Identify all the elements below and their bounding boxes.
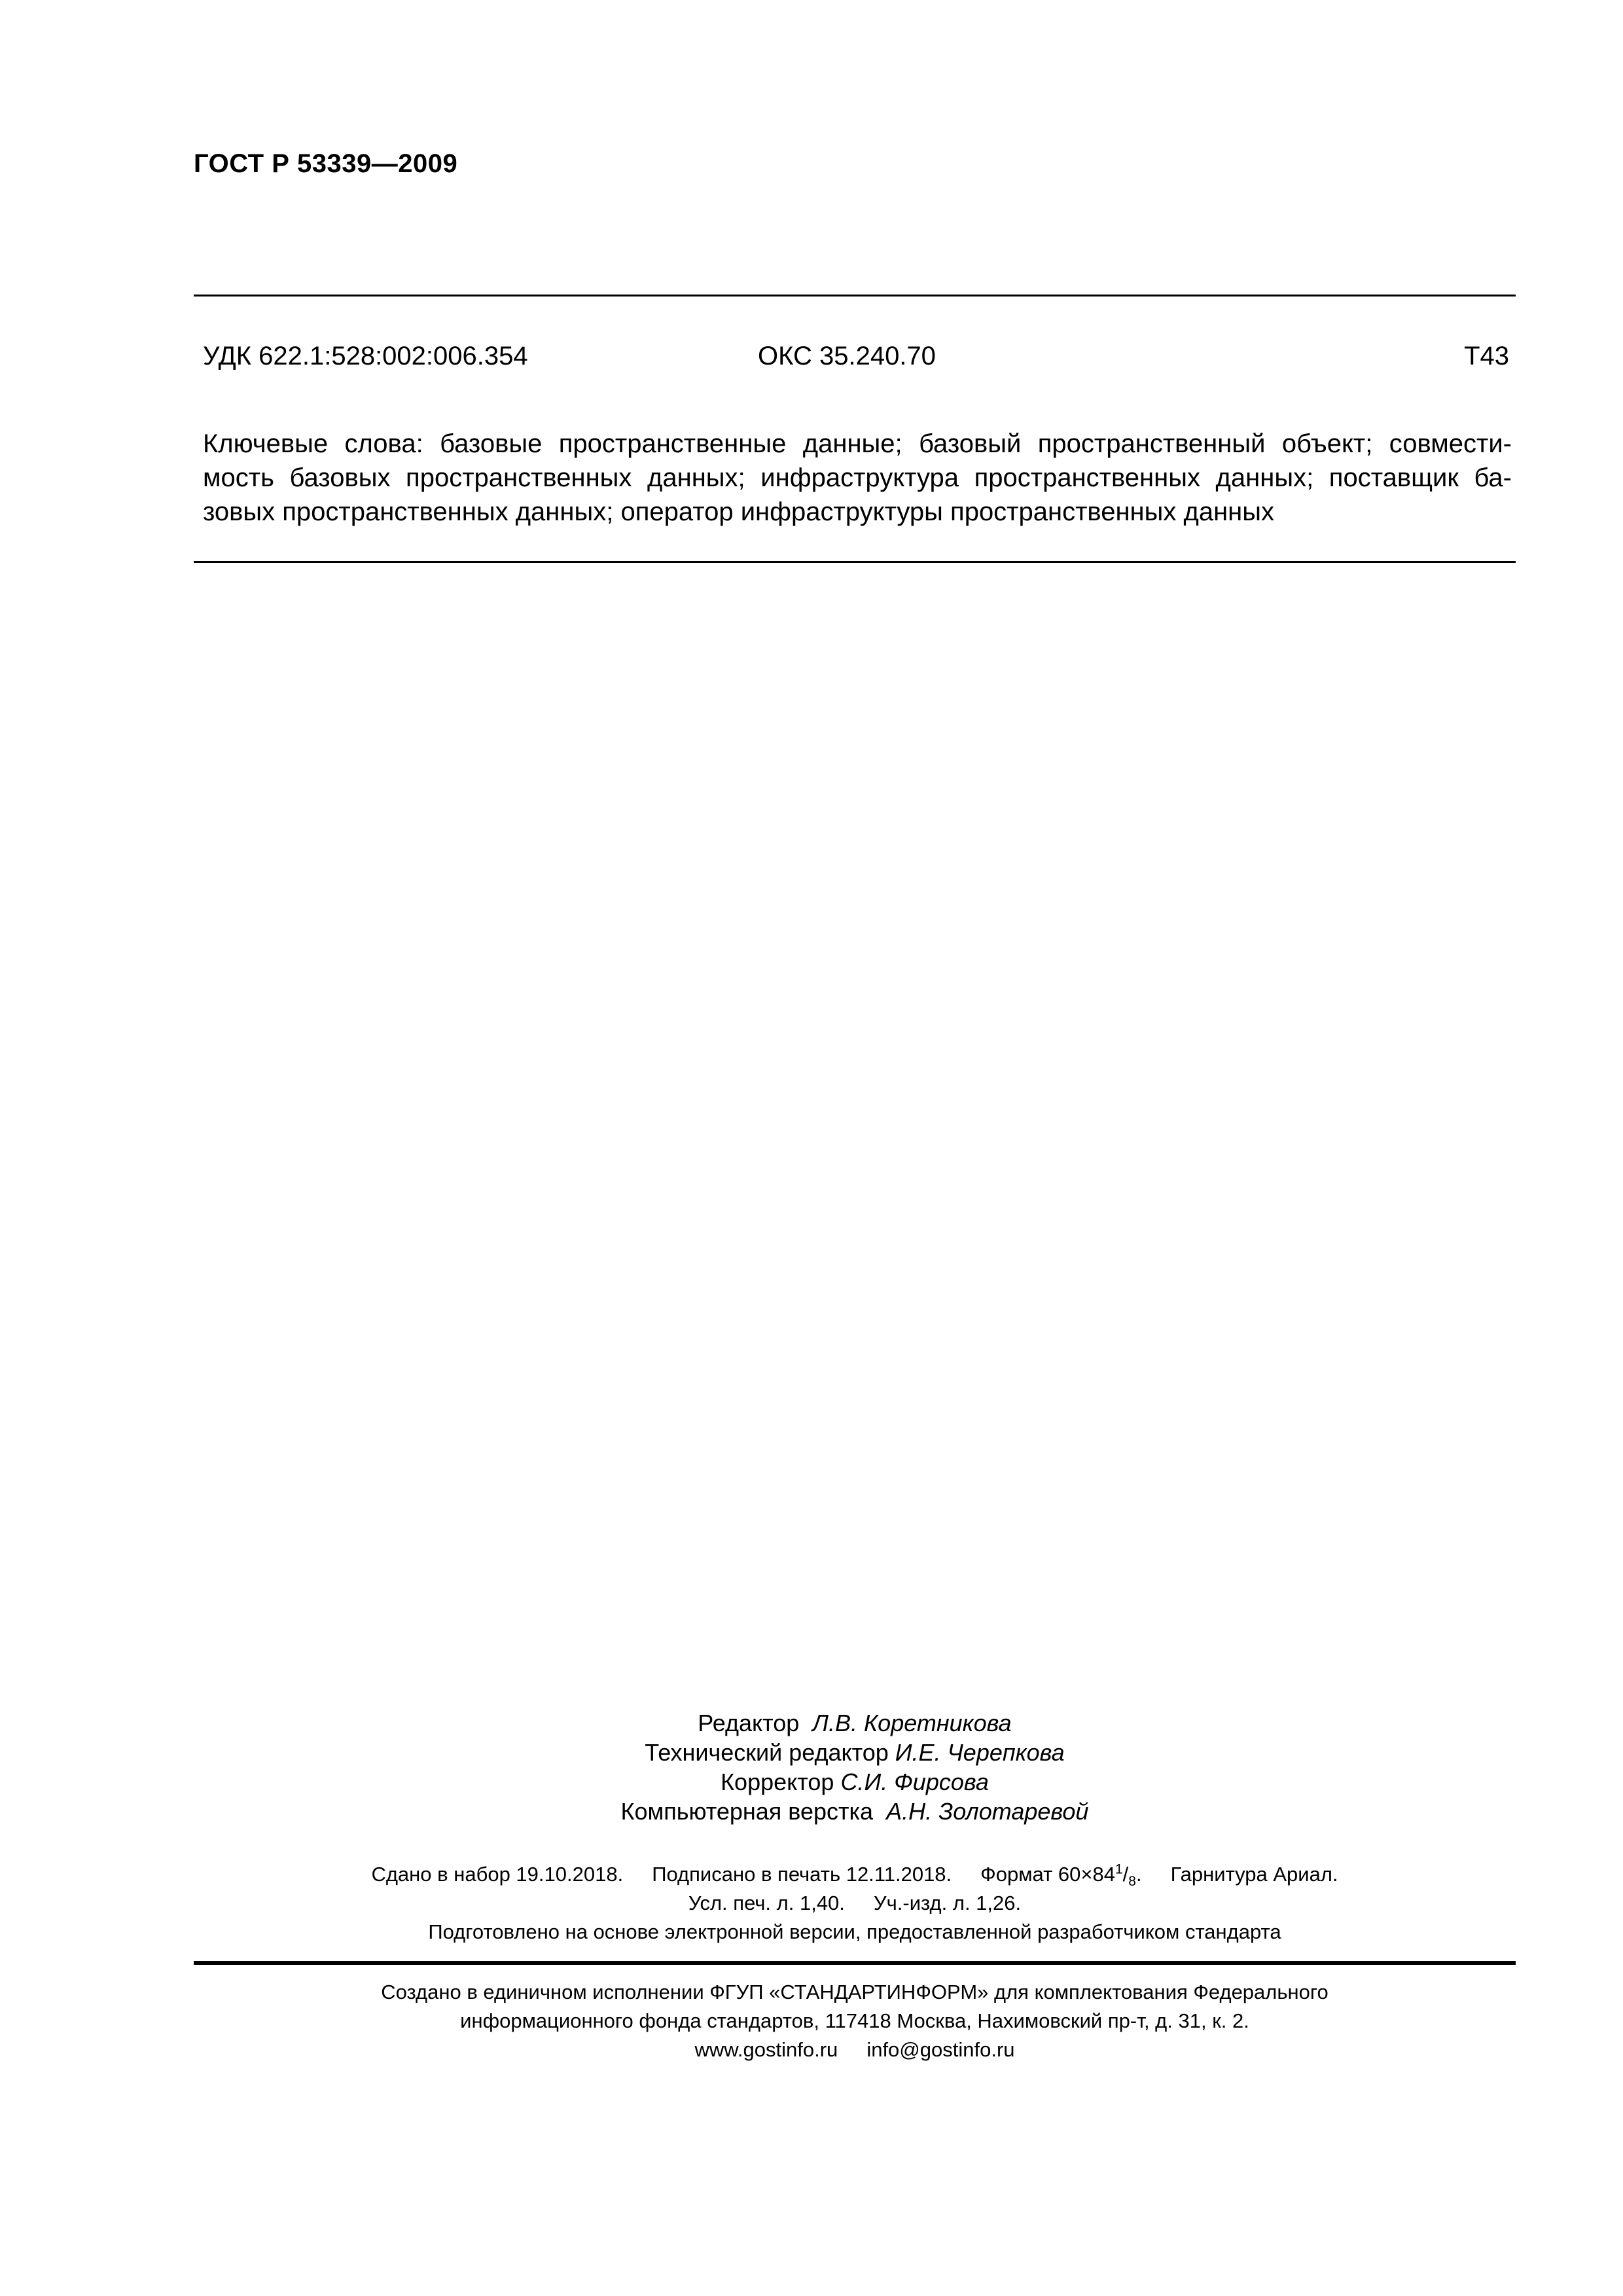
keywords-line: зовых пространственных данных; оператор инфраструктуры пространственных данных <box>203 497 1275 526</box>
footer-contacts <box>194 2036 1516 2064</box>
corrector-label: Корректор <box>721 1768 834 1795</box>
submitted-date: Сдано в набор 19.10.2018. <box>371 1863 624 1886</box>
classification-code: Т43 <box>1464 342 1509 370</box>
imprint-line-2 <box>194 1889 1516 1918</box>
website-link[interactable]: www.gostinfo.ru <box>694 2038 838 2061</box>
footer-divider <box>194 1961 1516 1965</box>
layout-name: А.Н. Золотаревой <box>886 1798 1089 1825</box>
tech-editor-label: Технический редактор <box>645 1739 889 1766</box>
udk-code: УДК 622.1:528:002:006.354 <box>203 342 528 370</box>
signed-date: Подписано в печать 12.11.2018. <box>652 1863 952 1886</box>
document-code: ГОСТ Р 53339—2009 <box>194 149 458 178</box>
corrector-credit <box>194 1767 1516 1797</box>
prepared-note: Подготовлено на основе электронной версии, предоставленной разработчиком стандарта <box>428 1920 1281 1943</box>
email-link[interactable]: info@gostinfo.ru <box>866 2038 1015 2061</box>
editor-credit <box>194 1708 1516 1738</box>
corrector-name: С.И. Фирсова <box>840 1768 989 1795</box>
publisher-sheets: Уч.-изд. л. 1,26. <box>873 1892 1022 1914</box>
layout-credit <box>194 1797 1516 1826</box>
imprint-line-1 <box>194 1860 1516 1889</box>
publisher-footer <box>194 1978 1516 2064</box>
top-divider <box>194 295 1516 296</box>
tech-editor-credit <box>194 1738 1516 1767</box>
editor-label: Редактор <box>698 1710 800 1736</box>
editor-name: Л.В. Коретникова <box>812 1710 1012 1736</box>
footer-line-2: информационного фонда стандартов, 117418 Москва, Нахимовский пр-т, д. 31, к. 2. <box>460 2009 1249 2032</box>
keywords-block <box>203 427 1512 529</box>
keywords-divider <box>194 561 1516 563</box>
footer-line-1: Создано в единичном исполнении ФГУП «СТАНДАРТИНФОРМ» для комплектования Федерального <box>381 1981 1329 2003</box>
imprint-block <box>194 1860 1516 1946</box>
print-sheets: Усл. печ. л. 1,40. <box>688 1892 845 1914</box>
oks-code: ОКС 35.240.70 <box>758 342 936 370</box>
credits-block <box>194 1708 1516 1826</box>
classification-row <box>203 342 1509 376</box>
tech-editor-name: И.Е. Черепкова <box>895 1739 1065 1766</box>
keywords-line: Ключевые слова: базовые пространственные данные; базовый пространственный объект; совмести- <box>203 429 1512 458</box>
layout-label: Компьютерная верстка <box>620 1798 874 1825</box>
paper-format: Формат $60\times 84^1/_8$. <box>980 1861 1142 1890</box>
keywords-line: мость базовых пространственных данных; инфраструктура пространственных данных; поставщик ба- <box>203 463 1512 492</box>
typeface: Гарнитура Ариал. <box>1170 1863 1338 1886</box>
